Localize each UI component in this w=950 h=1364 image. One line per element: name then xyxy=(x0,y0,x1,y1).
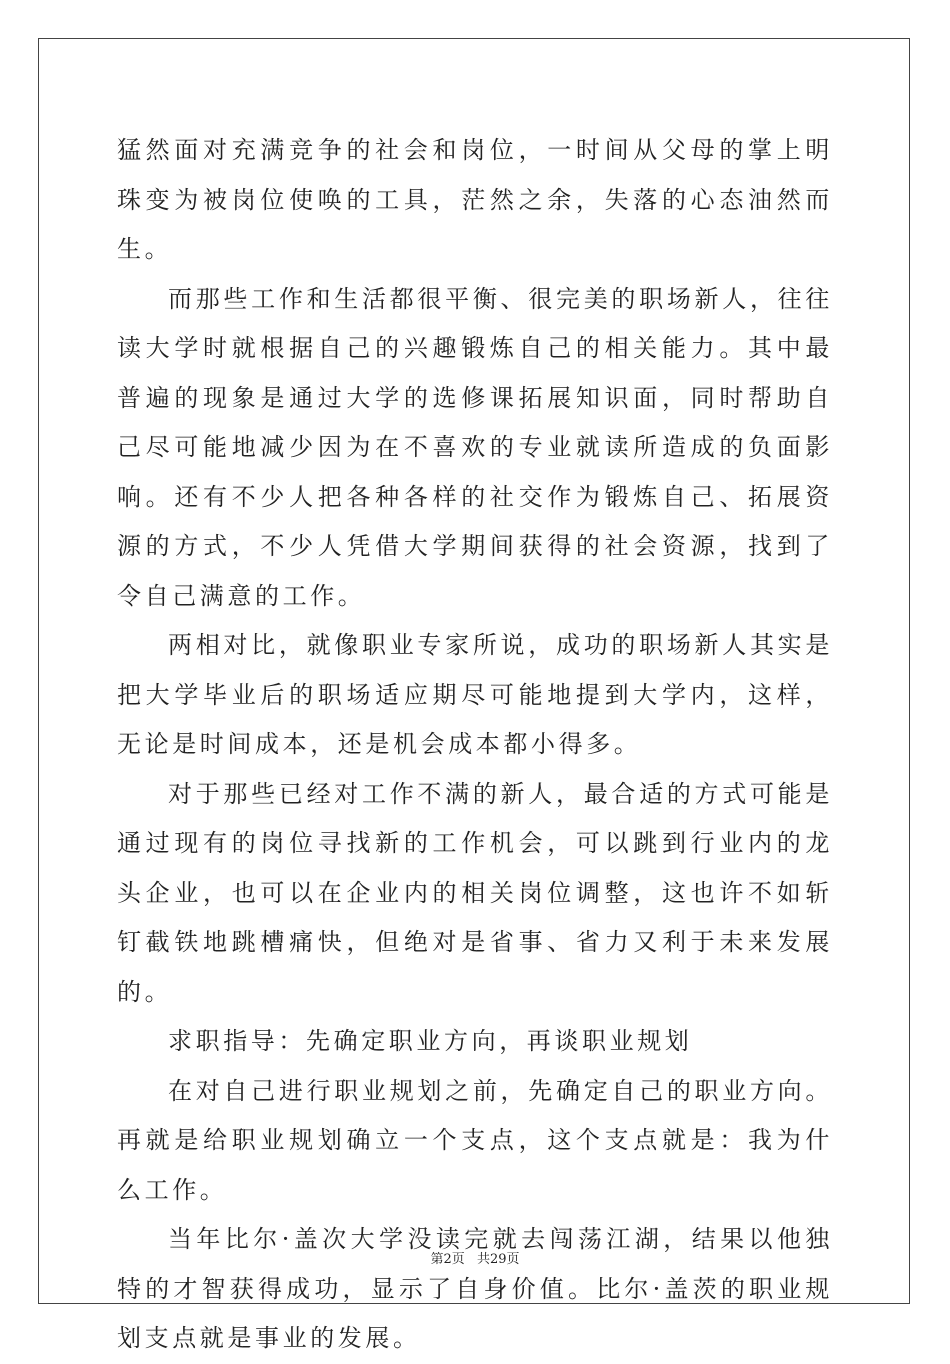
paragraph-3: 两相对比，就像职业专家所说，成功的职场新人其实是把大学毕业后的职场适应期尽可能地提到大学内，这样，无论是时间成本，还是机会成本都小得多。 xyxy=(117,631,833,758)
document-body xyxy=(117,126,833,1364)
paragraph-2: 而那些工作和生活都很平衡、很完美的职场新人，往往读大学时就根据自己的兴趣锻炼自己的相关能力。其中最普遍的现象是通过大学的选修课拓展知识面，同时帮助自己尽可能地减少因为在不喜欢的专业就读所造成的负面影响。还有不少人把各种各样的社交作为锻炼自己、拓展资源的方式，不少人凭借大学期间获得的社会资源，找到了令自己满意的工作。 xyxy=(117,284,833,610)
total-pages: 共29页 xyxy=(476,1252,520,1267)
paragraph-4: 对于那些已经对工作不满的新人，最合适的方式可能是通过现有的岗位寻找新的工作机会，可以跳到行业内的龙头企业，也可以在企业内的相关岗位调整，这也许不如斩钉截铁地跳槽痛快，但绝对是省事、省力又利于未来发展的。 xyxy=(117,779,833,1006)
paragraph-5: 在对自己进行职业规划之前，先确定自己的职业方向。再就是给职业规划确立一个支点，这个支点就是：我为什么工作。 xyxy=(117,1076,833,1204)
paragraph-1: 猛然面对充满竞争的社会和岗位，一时间从父母的掌上明珠变为被岗位使唤的工具，茫然之余，失落的心态油然而生。 xyxy=(117,136,833,263)
page-number: 第2页 xyxy=(430,1252,465,1267)
section-heading: 求职指导：先确定职业方向，再谈职业规划 xyxy=(168,1027,693,1055)
page-footer xyxy=(0,1248,950,1267)
paragraph-6: 当年比尔·盖次大学没读完就去闯荡江湖，结果以他独特的才智获得成功，显示了自身价值。比尔·盖茨的职业规划支点就是事业的发展。 xyxy=(117,1225,833,1352)
